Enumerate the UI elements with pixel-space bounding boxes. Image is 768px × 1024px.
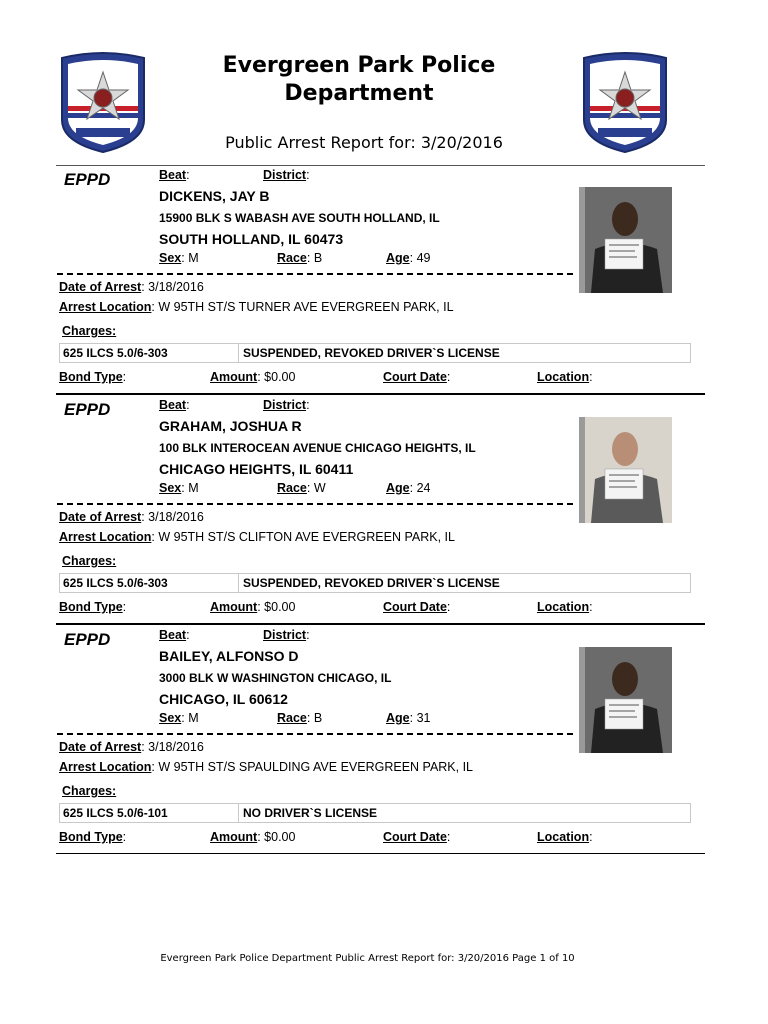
beat-label: Beat: [159, 168, 187, 182]
arrestee-name: GRAHAM, JOSHUA R: [159, 418, 302, 434]
date-of-arrest-field: Date of Arrest: 3/18/2016: [59, 280, 204, 294]
footer-page-total: 10: [561, 953, 575, 964]
bond-type-label: Bond Type: [59, 830, 123, 844]
mugshot-image: [579, 647, 672, 753]
location-field: Location:: [537, 830, 593, 844]
age-label: Age: [386, 711, 410, 725]
agency-code: EPPD: [64, 630, 111, 649]
age-label: Age: [386, 481, 410, 495]
race-field: Race: B: [277, 711, 323, 725]
amount-label: Amount: [210, 600, 258, 614]
court-date-field: Court Date:: [383, 370, 451, 384]
amount-value: $0.00: [264, 830, 296, 844]
charges-label: Charges:: [62, 554, 117, 568]
charge-code: 625 ILCS 5.0/6-303: [63, 576, 168, 590]
charge-divider: [238, 574, 239, 592]
mugshot-photo: [579, 187, 672, 293]
mugshot-image: [579, 187, 672, 293]
beat-field: Beat:: [159, 628, 190, 642]
amount-label: Amount: [210, 830, 258, 844]
age-field: Age: 31: [386, 711, 431, 725]
district-label: District: [263, 398, 307, 412]
age-field: Age: 24: [386, 481, 431, 495]
footer-text: Evergreen Park Police Department Public Arrest Report for: 3/20/2016 Page: [160, 953, 540, 964]
date-of-arrest-label: Date of Arrest: [59, 280, 142, 294]
district-label: District: [263, 628, 307, 642]
date-of-arrest-field: Date of Arrest: 3/18/2016: [59, 740, 204, 754]
bond-type-field: Bond Type:: [59, 600, 127, 614]
location-label: Location: [537, 600, 590, 614]
date-of-arrest-label: Date of Arrest: [59, 740, 142, 754]
charges-label: Charges:: [62, 324, 117, 338]
agency-code: EPPD: [64, 400, 111, 419]
location-label: Location: [537, 830, 590, 844]
amount-field: Amount: $0.00: [210, 600, 296, 614]
charge-code: 625 ILCS 5.0/6-303: [63, 346, 168, 360]
sex-label: Sex: [159, 481, 182, 495]
arrestee-name: DICKENS, JAY B: [159, 188, 270, 204]
agency-code: EPPD: [64, 170, 111, 189]
court-date-label: Court Date: [383, 830, 447, 844]
charge-description: NO DRIVER`S LICENSE: [243, 806, 378, 820]
amount-field: Amount: $0.00: [210, 370, 296, 384]
race-label: Race: [277, 481, 307, 495]
sex-field: Sex: M: [159, 481, 199, 495]
title-line-1: Evergreen Park Police: [222, 53, 496, 78]
bond-type-field: Bond Type:: [59, 370, 127, 384]
dashed-separator: [57, 503, 573, 505]
sex-field: Sex: M: [159, 711, 199, 725]
charge-row: [59, 343, 691, 363]
race-value: W: [313, 481, 326, 495]
dashed-separator: [57, 273, 573, 275]
arrestee-city: CHICAGO, IL 60612: [159, 691, 288, 707]
sex-value: M: [188, 711, 199, 725]
date-of-arrest-label: Date of Arrest: [59, 510, 142, 524]
left-badge-logo: [56, 50, 150, 154]
amount-label: Amount: [210, 370, 258, 384]
arrestee-city: SOUTH HOLLAND, IL 60473: [159, 231, 344, 247]
arrest-location-field: Arrest Location: W 95TH ST/S CLIFTON AVE EVERGREEN PARK, IL: [59, 530, 455, 544]
right-badge-logo: [578, 50, 672, 154]
sex-value: M: [188, 481, 199, 495]
arrest-location-label: Arrest Location: [59, 300, 152, 314]
age-value: 31: [416, 711, 431, 725]
arrest-location-label: Arrest Location: [59, 760, 152, 774]
record-divider: [56, 623, 705, 625]
beat-label: Beat: [159, 628, 187, 642]
sex-field: Sex: M: [159, 251, 199, 265]
charge-divider: [238, 804, 239, 822]
location-field: Location:: [537, 600, 593, 614]
arrest-record: [0, 397, 768, 629]
age-field: Age: 49: [386, 251, 431, 265]
mugshot-image: [579, 417, 672, 523]
location-label: Location: [537, 370, 590, 384]
amount-value: $0.00: [264, 370, 296, 384]
arrest-record: [0, 167, 768, 399]
race-field: Race: B: [277, 251, 323, 265]
charge-description: SUSPENDED, REVOKED DRIVER`S LICENSE: [243, 576, 500, 590]
title-line-2: Department: [284, 81, 434, 106]
mugshot-photo: [579, 417, 672, 523]
arrestee-address: 15900 BLK S WABASH AVE SOUTH HOLLAND, IL: [159, 211, 440, 225]
arrest-record: [0, 627, 768, 859]
location-field: Location:: [537, 370, 593, 384]
charge-divider: [238, 344, 239, 362]
district-field: District:: [263, 168, 310, 182]
record-divider: [56, 393, 705, 395]
date-of-arrest-value: 3/18/2016: [148, 280, 204, 294]
arrest-location-label: Arrest Location: [59, 530, 152, 544]
amount-value: $0.00: [264, 600, 296, 614]
race-value: B: [313, 711, 323, 725]
beat-field: Beat:: [159, 168, 190, 182]
arrestee-address: 3000 BLK W WASHINGTON CHICAGO, IL: [159, 671, 392, 685]
court-date-field: Court Date:: [383, 600, 451, 614]
bond-type-label: Bond Type: [59, 370, 123, 384]
record-divider: [56, 853, 705, 854]
mugshot-photo: [579, 647, 672, 753]
bond-type-field: Bond Type:: [59, 830, 127, 844]
district-field: District:: [263, 398, 310, 412]
bond-type-label: Bond Type: [59, 600, 123, 614]
arrest-location-field: Arrest Location: W 95TH ST/S TURNER AVE EVERGREEN PARK, IL: [59, 300, 454, 314]
district-field: District:: [263, 628, 310, 642]
date-of-arrest-field: Date of Arrest: 3/18/2016: [59, 510, 204, 524]
footer-of: of: [545, 953, 562, 964]
charge-row: [59, 803, 691, 823]
court-date-label: Court Date: [383, 370, 447, 384]
report-subtitle: Public Arrest Report for: 3/20/2016: [225, 133, 503, 152]
footer-page-number: 1: [539, 953, 546, 964]
arrestee-address: 100 BLK INTEROCEAN AVENUE CHICAGO HEIGHTS, IL: [159, 441, 476, 455]
sex-label: Sex: [159, 711, 182, 725]
charge-description: SUSPENDED, REVOKED DRIVER`S LICENSE: [243, 346, 500, 360]
date-of-arrest-value: 3/18/2016: [148, 510, 204, 524]
header-divider: [56, 165, 705, 166]
district-label: District: [263, 168, 307, 182]
race-label: Race: [277, 711, 307, 725]
charge-row: [59, 573, 691, 593]
race-field: Race: W: [277, 481, 326, 495]
dashed-separator: [57, 733, 573, 735]
beat-field: Beat:: [159, 398, 190, 412]
court-date-field: Court Date:: [383, 830, 451, 844]
arrest-location-value: W 95TH ST/S CLIFTON AVE EVERGREEN PARK, IL: [158, 530, 455, 544]
court-date-label: Court Date: [383, 600, 447, 614]
amount-field: Amount: $0.00: [210, 830, 296, 844]
race-value: B: [313, 251, 323, 265]
sex-value: M: [188, 251, 199, 265]
age-label: Age: [386, 251, 410, 265]
age-value: 24: [416, 481, 431, 495]
arrest-location-field: Arrest Location: W 95TH ST/S SPAULDING AVE EVERGREEN PARK, IL: [59, 760, 474, 774]
race-label: Race: [277, 251, 307, 265]
charge-code: 625 ILCS 5.0/6-101: [63, 806, 168, 820]
arrestee-name: BAILEY, ALFONSO D: [159, 648, 299, 664]
arrest-location-value: W 95TH ST/S TURNER AVE EVERGREEN PARK, IL: [158, 300, 454, 314]
date-of-arrest-value: 3/18/2016: [148, 740, 204, 754]
charges-label: Charges:: [62, 784, 117, 798]
page-title: [200, 52, 518, 108]
age-value: 49: [416, 251, 431, 265]
arrestee-city: CHICAGO HEIGHTS, IL 60411: [159, 461, 354, 477]
sex-label: Sex: [159, 251, 182, 265]
arrest-location-value: W 95TH ST/S SPAULDING AVE EVERGREEN PARK, IL: [158, 760, 474, 774]
beat-label: Beat: [159, 398, 187, 412]
page-footer: [0, 953, 735, 964]
